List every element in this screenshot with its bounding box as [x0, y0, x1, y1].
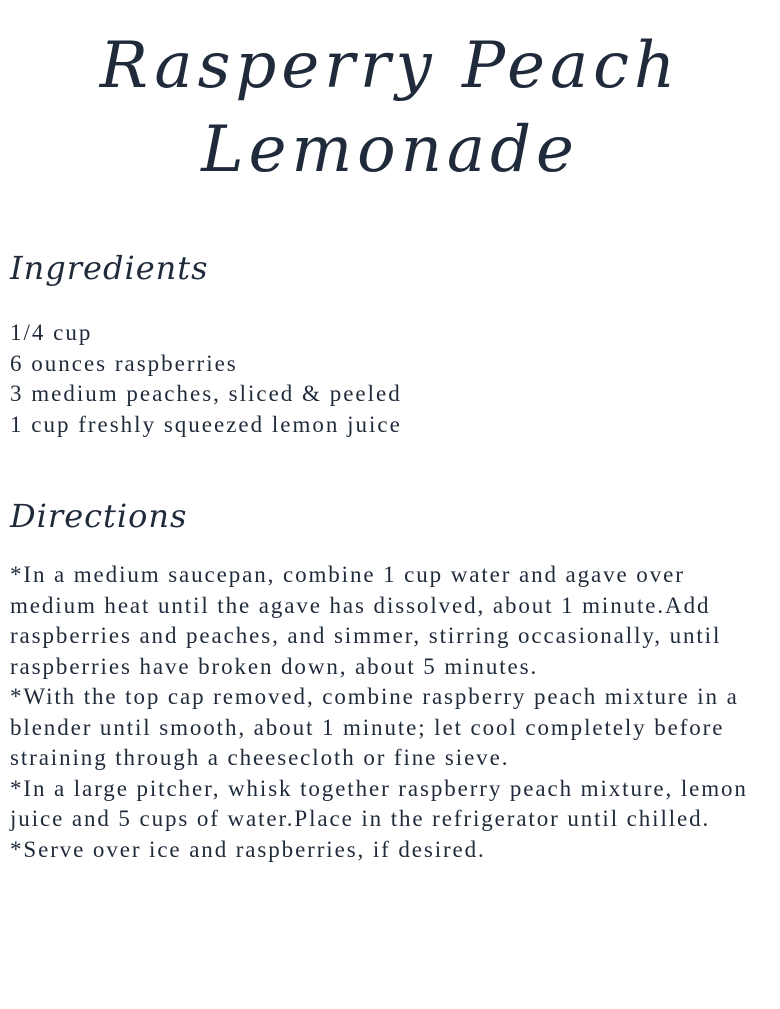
- ingredients-list: [10, 318, 402, 440]
- direction-step: *Serve over ice and raspberries, if desired.: [10, 836, 486, 862]
- ingredient-item: 1 cup freshly squeezed lemon juice: [10, 411, 402, 437]
- directions-text: [10, 560, 775, 865]
- recipe-title: [0, 24, 780, 192]
- direction-step: *With the top cap removed, combine raspberry peach mixture in a blender until smooth, about 1 minute; let cool completely before straining through a cheesecloth or fine sieve.: [10, 684, 739, 770]
- recipe-title-line2: Lemonade: [201, 113, 579, 187]
- ingredient-item: 3 medium peaches, sliced & peeled: [10, 381, 402, 406]
- directions-heading: Directions: [10, 497, 188, 535]
- direction-step: *In a medium saucepan, combine 1 cup water and agave over medium heat until the agave has dissolved, about 1 minute.Add raspberries and peaches, and simmer, stirring occasionally, until raspberries have broken down, about 5 minutes.: [10, 562, 722, 679]
- direction-step: *In a large pitcher, whisk together raspberry peach mixture, lemon juice and 5 cups of water.Place in the refrigerator until chilled.: [10, 775, 748, 831]
- ingredients-heading: Ingredients: [10, 249, 209, 287]
- ingredient-item: 6 ounces raspberries: [10, 350, 238, 376]
- ingredient-item: 1/4 cup: [10, 320, 93, 345]
- recipe-title-line1: Rasperry Peach: [99, 29, 681, 103]
